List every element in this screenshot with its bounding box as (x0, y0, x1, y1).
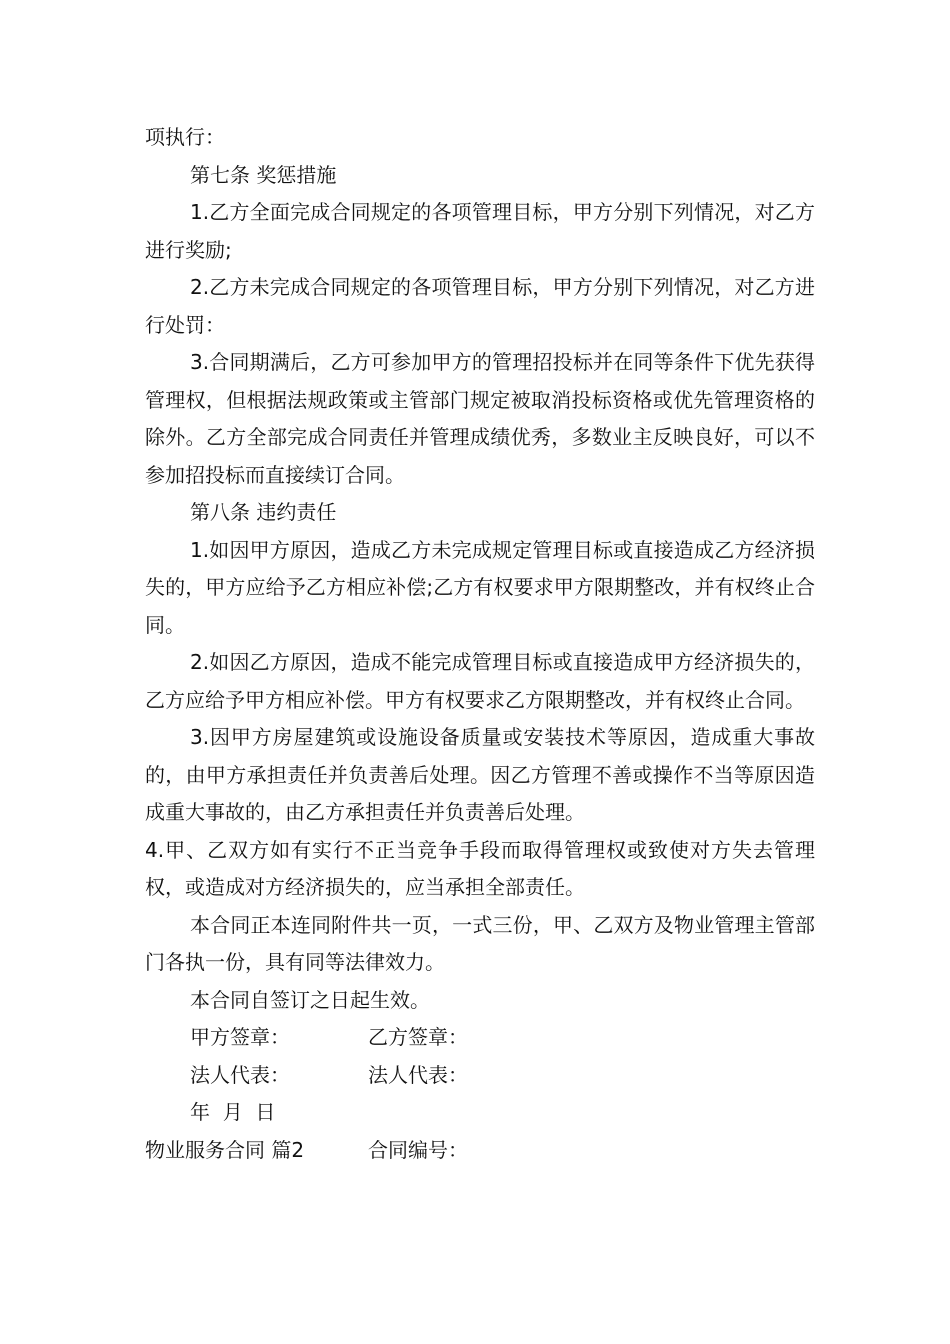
contract-paragraph: 2.乙方未完成合同规定的各项管理目标，甲方分别下列情况，对乙方进行处罚： (145, 275, 815, 337)
seal-row (145, 1019, 815, 1057)
contract-paragraph: 3.合同期满后，乙方可参加甲方的管理招投标并在同等条件下优先获得管理权，但根据法规政策或主管部门规定被取消投标资格或优先管理资格的除外。乙方全部完成合同责任并管理成绩优秀，多数业主反映良好，可以不参加招投标而直接续订合同。 (145, 350, 815, 487)
contract-paragraph: 2.如因乙方原因，造成不能完成管理目标或直接造成甲方经济损失的，乙方应给予甲方相应补偿。甲方有权要求乙方限期整改，并有权终止合同。 (145, 650, 815, 712)
section-title: 物业服务合同 篇2 (145, 1137, 305, 1162)
contract-paragraph: 本合同正本连同附件共一页，一式三份，甲、乙双方及物业管理主管部门各执一份，具有同等法律效力。 (145, 912, 815, 974)
next-contract-header (145, 1132, 815, 1170)
contract-paragraph: 1.如因甲方原因，造成乙方未完成规定管理目标或直接造成乙方经济损失的，甲方应给予乙方相应补偿;乙方有权要求甲方限期整改，并有权终止合同。 (145, 537, 815, 637)
representative-row (145, 1057, 815, 1095)
contract-paragraph: 第七条 奖惩措施 (190, 162, 337, 187)
contract-paragraph: 本合同自签订之日起生效。 (190, 987, 430, 1012)
contract-paragraph: 3.因甲方房屋建筑或设施设备质量或安装技术等原因，造成重大事故的，由甲方承担责任并负责善后处理。因乙方管理不善或操作不当等原因造成重大事故的，由乙方承担责任并负责善后处理。 (145, 725, 815, 824)
date-row (145, 1094, 815, 1132)
contract-paragraph: 项执行： (145, 125, 225, 149)
contract-paragraph: 第八条 违约责任 (190, 500, 337, 524)
contract-paragraphs (145, 119, 815, 1019)
party-b-representative-label: 法人代表： (368, 1062, 468, 1087)
party-a-representative-label: 法人代表： (190, 1062, 290, 1087)
party-a-seal-label: 甲方签章： (190, 1025, 290, 1049)
contract-number-label: 合同编号： (368, 1137, 468, 1162)
party-b-seal-label: 乙方签章： (368, 1025, 468, 1049)
contract-paragraph: 4.甲、乙双方如有实行不正当竞争手段而取得管理权或致使对方失去管理权，或造成对方经济损失的，应当承担全部责任。 (145, 837, 815, 899)
signing-date: 年 月 日 (190, 1100, 276, 1124)
document-body (145, 119, 815, 1169)
contract-paragraph: 1.乙方全面完成合同规定的各项管理目标，甲方分别下列情况，对乙方进行奖励; (145, 200, 815, 262)
